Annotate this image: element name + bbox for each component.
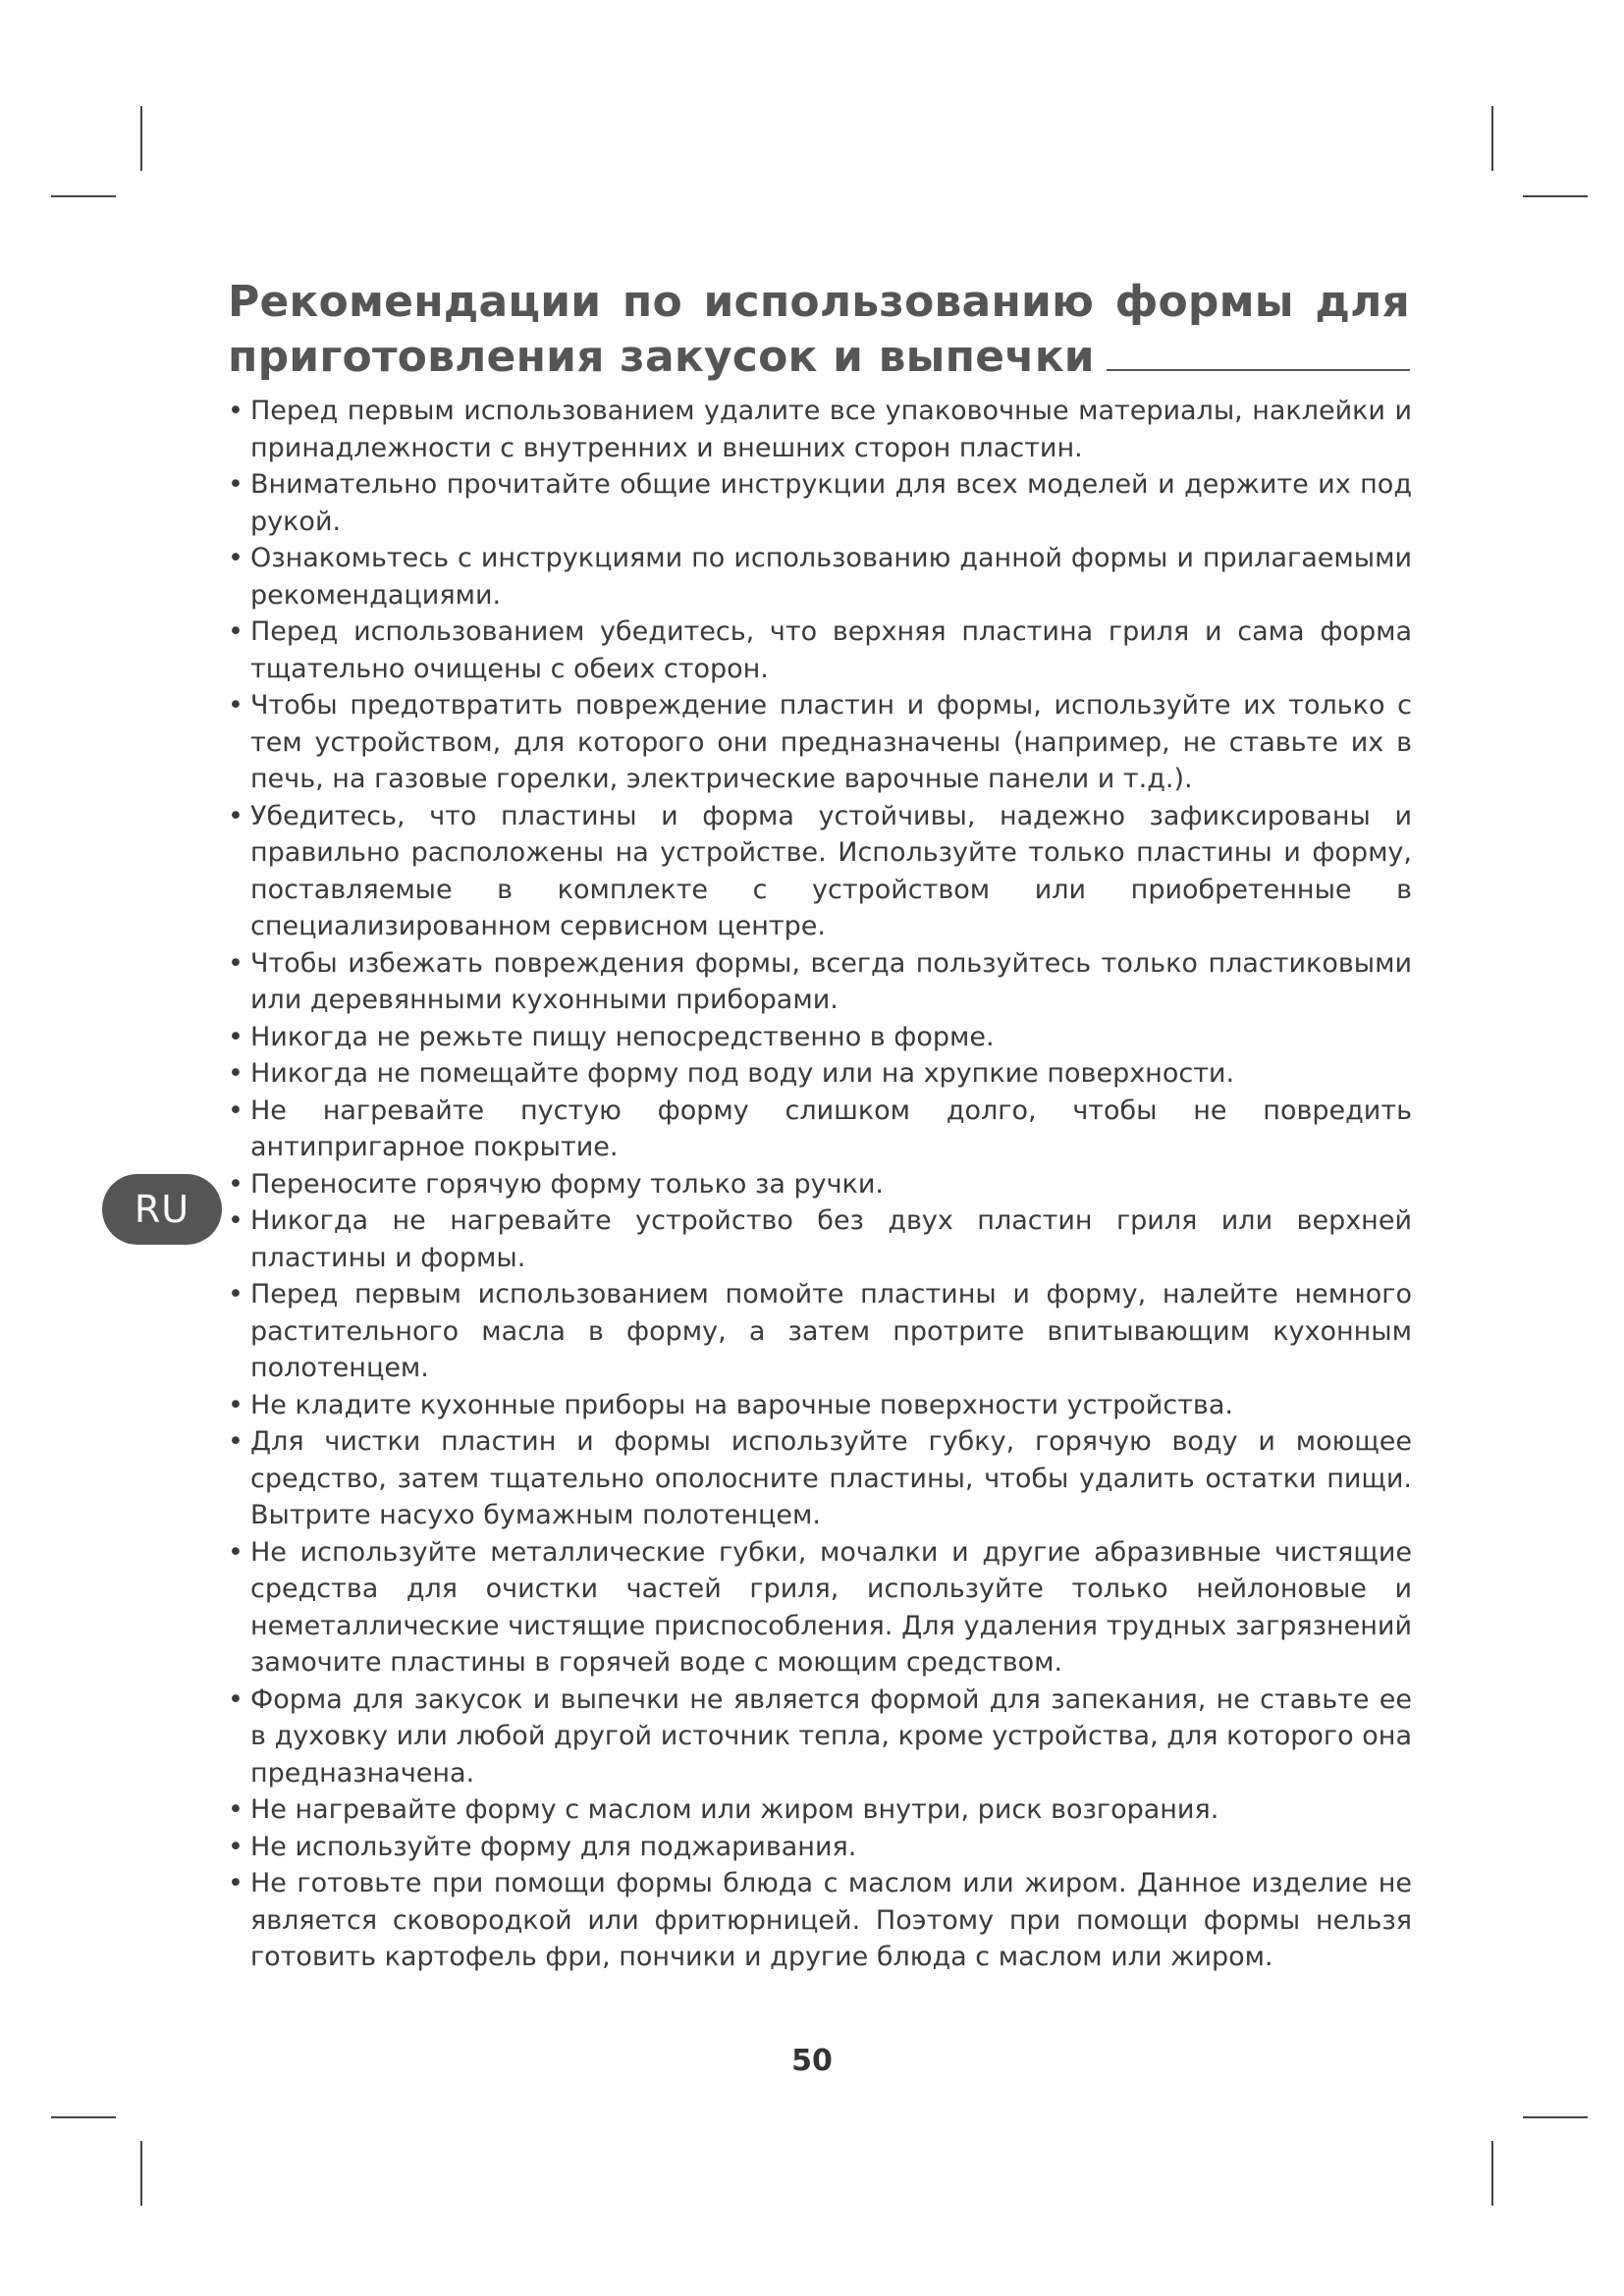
title-rule: [1107, 369, 1410, 371]
crop-mark-top-right-vertical: [1491, 106, 1493, 171]
list-item: • Не нагревайте пустую форму слишком долго, чтобы не повредить антипригарное покрытие.: [228, 1093, 1412, 1166]
list-item: • Не готовьте при помощи формы блюда с маслом или жиром. Данное изделие не является сковородкой или фритюрницей. Поэтому при помощи формы нельзя готовить картофель фри, пончики и другие блюда с маслом или жиром.: [228, 1865, 1412, 1976]
list-item: • Переносите горячую форму только за ручки.: [228, 1166, 1412, 1203]
language-badge: RU: [102, 1174, 222, 1245]
page-title-line-2-row: [228, 330, 1410, 385]
crop-mark-top-right-horizontal: [1523, 195, 1588, 197]
list-item: • Никогда не режьте пищу непосредственно в форме.: [228, 1019, 1412, 1056]
list-item: • Внимательно прочитайте общие инструкции для всех моделей и держите их под рукой.: [228, 466, 1412, 540]
list-item: • Никогда не помещайте форму под воду или на хрупкие поверхности.: [228, 1055, 1412, 1093]
page-title-line-2: приготовления закусок и выпечки: [228, 332, 1095, 382]
crop-mark-top-left-vertical: [140, 106, 142, 171]
list-item: • Никогда не нагревайте устройство без двух пластин гриля или верхней пластины и формы.: [228, 1202, 1412, 1276]
crop-mark-bottom-left-vertical: [140, 2141, 142, 2206]
list-item: • Перед первым использованием удалите все упаковочные материалы, наклейки и принадлежности с внутренних и внешних сторон пластин.: [228, 393, 1412, 466]
page-title: [228, 275, 1410, 385]
list-item: • Не кладите кухонные приборы на варочные поверхности устройства.: [228, 1387, 1412, 1424]
list-item: • Перед первым использованием помойте пластины и форму, налейте немного растительного масла в форму, а затем протрите впитывающим кухонным полотенцем.: [228, 1276, 1412, 1387]
list-item: • Форма для закусок и выпечки не является формой для запекания, не ставьте ее в духовку или любой другой источник тепла, кроме устройства, для которого она предназначена.: [228, 1682, 1412, 1792]
list-item: • Не используйте металлические губки, мочалки и другие абразивные чистящие средства для очистки частей гриля, используйте только нейлоновые и неметаллические чистящие приспособления. Для удаления трудных загрязнений замочите пластины в горячей воде с моющим средством.: [228, 1534, 1412, 1682]
page-number: 50: [791, 2044, 833, 2078]
list-item: • Чтобы избежать повреждения формы, всегда пользуйтесь только пластиковыми или деревянными кухонными приборами.: [228, 945, 1412, 1019]
crop-mark-top-left-horizontal: [51, 195, 116, 197]
crop-mark-bottom-left-horizontal: [51, 2116, 116, 2118]
list-item: • Перед использованием убедитесь, что верхняя пластина гриля и сама форма тщательно очищены с обеих сторон.: [228, 614, 1412, 687]
list-item: • Ознакомьтесь с инструкциями по использованию данной формы и прилагаемыми рекомендациями.: [228, 540, 1412, 614]
list-item: • Чтобы предотвратить повреждение пластин и формы, используйте их только с тем устройством, для которого они предназначены (например, не ставьте их в печь, на газовые горелки, электрические варочные панели и т.д.).: [228, 687, 1412, 798]
list-item: • Убедитесь, что пластины и форма устойчивы, надежно зафиксированы и правильно расположены на устройстве. Используйте только пластины и форму, поставляемые в комплекте с устройством или приобретенные в специализированном сервисном центре.: [228, 798, 1412, 945]
recommendations-list: [228, 393, 1412, 1976]
crop-mark-bottom-right-horizontal: [1523, 2116, 1588, 2118]
list-item: • Для чистки пластин и формы используйте губку, горячую воду и моющее средство, затем тщательно ополосните пластины, чтобы удалить остатки пищи. Вытрите насухо бумажным полотенцем.: [228, 1423, 1412, 1534]
list-item: • Не используйте форму для поджаривания.: [228, 1829, 1412, 1866]
list-item: • Не нагревайте форму с маслом или жиром внутри, риск возгорания.: [228, 1791, 1412, 1829]
crop-mark-bottom-right-vertical: [1491, 2141, 1493, 2206]
page-title-line-1: Рекомендации по использованию формы для: [228, 277, 1410, 327]
